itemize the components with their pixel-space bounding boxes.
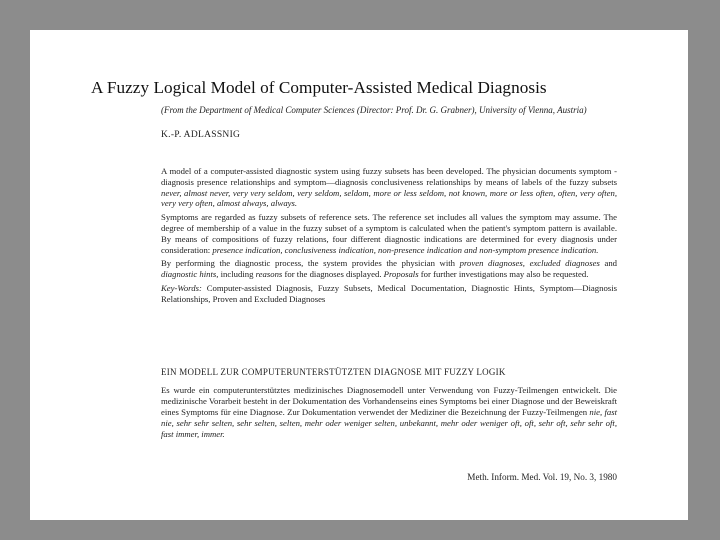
paper-title: A Fuzzy Logical Model of Computer-Assisted Medical Diagnosis [91,78,547,97]
abstract [161,166,617,308]
abstract-p3-text-g: for the diagnoses displayed. [282,269,384,280]
abstract-p3-text-e: including [218,269,256,280]
abstract-p2-text: Symptoms are regarded as fuzzy subsets of reference sets. The reference set includes all values the symptom may assume. The degree of membership of a value in the fuzzy subset of a symptom is calculated when the patient's symptom pattern is available. By means of compositions of fuzzy relations, four different diagnostic indications are determined for every diagnosis under consideration: [161,212,617,255]
german-abstract [161,385,617,440]
abstract-p2-indications: presence indication, conclusiveness indication, non-presence indication and non-symptom presence indication. [212,244,599,255]
abstract-p1-text: A model of a computer-assisted diagnostic system using fuzzy subsets has been developed. The physician documents symptom - diagnosis presence relationships and symptom—diagnosis conclusiveness relationships by means of labels of the fuzzy subsets [161,166,617,187]
paper-page [30,30,688,520]
abstract-p3-text-i: for further investigations may also be requested. [418,269,589,280]
abstract-p3-em-b: proven diagnoses, excluded diagnoses [459,258,600,269]
abstract-paragraph-3 [161,258,617,280]
german-labels: nie, fast nie, sehr sehr selten, sehr selten, selten, mehr oder weniger selten, unbekannt, mehr oder weniger oft, oft, sehr oft, sehr sehr oft, fast immer, immer. [161,406,617,439]
author-name: K.-P. ADLASSNIG [161,130,241,140]
abstract-p1-labels: never, almost never, very very seldom, very seldom, seldom, more or less seldom, not known, more or less often, often, very often, very very often, almost always, always. [161,187,617,209]
abstract-p3-em-h: Proposals [383,269,419,280]
abstract-paragraph-1 [161,166,617,209]
german-heading: EIN MODELL ZUR COMPUTERUNTERSTÜTZTEN DIAGNOSE MIT FUZZY LOGIK [161,367,506,377]
abstract-p3-em-d: diagnostic hints, [161,269,219,280]
keywords-list: Computer-assisted Diagnosis, Fuzzy Subsets, Medical Documentation, Diagnostic Hints, Symptom—Diagnosis Relationships, Proven and Excluded Diagnoses [161,282,617,304]
abstract-paragraph-2 [161,212,617,255]
abstract-p3-text-c: and [599,258,618,269]
keywords [161,283,617,305]
german-text: Es wurde ein computerunterstütztes medizinisches Diagnosemodell unter Verwendung von Fuzzy-Teilmengen entwickelt. Die medizinische Vorarbeit besteht in der Dokumentation des Vorhandenseins eines Symptoms bei einer Diagnose und der Beweiskraft eines Symptoms für eine Diagnose. Zur Dokumentation verwendet der Mediziner die Bezeichnung der Fuzzy-Teilmengen [161,385,617,417]
journal-citation: Meth. Inform. Med. Vol. 19, No. 3, 1980 [467,472,617,482]
abstract-p3-text-a: By performing the diagnostic process, the system provides the physician with [161,258,460,269]
abstract-p3-em-f: reasons [255,269,283,280]
keywords-label: Key-Words: [161,282,202,293]
affiliation: (From the Department of Medical Computer Sciences (Director: Prof. Dr. G. Grabner), University of Vienna, Austria) [161,105,587,115]
